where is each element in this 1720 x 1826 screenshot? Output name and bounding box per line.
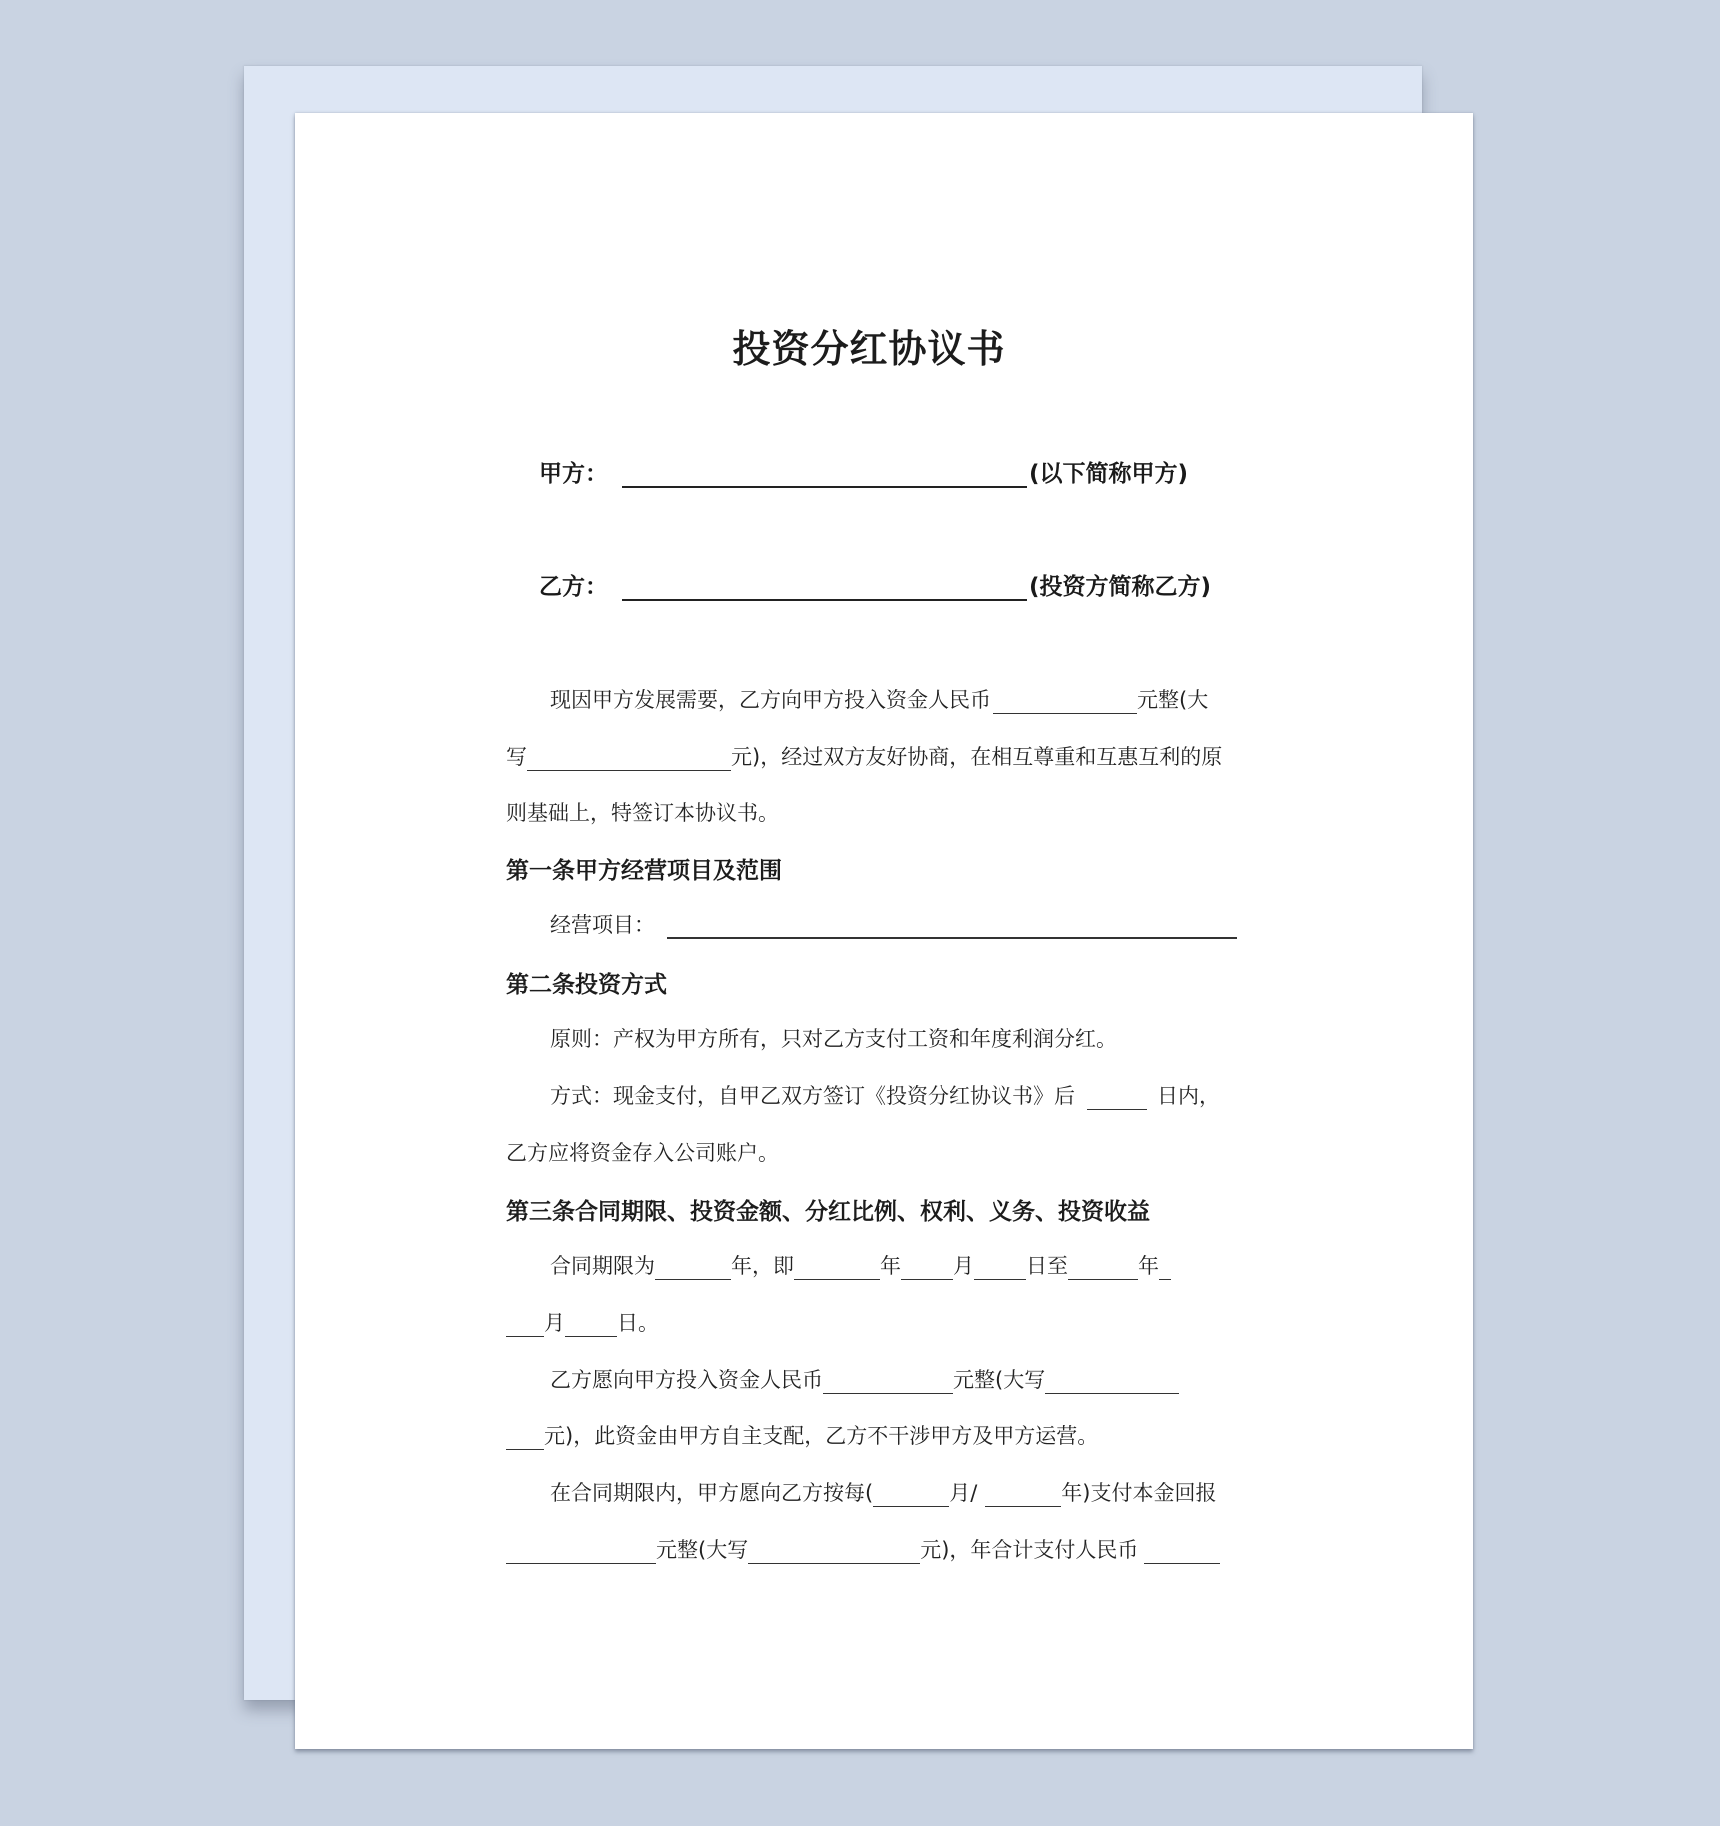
return-uppercase-blank[interactable] [748,1541,920,1564]
method-line-2: 乙方应将资金存入公司账户。 [506,1141,779,1165]
days-blank[interactable] [1087,1087,1147,1110]
end-day-blank[interactable] [565,1314,617,1337]
document-title: 投资分红协议书 [732,327,1006,371]
business-item-label: 经营项目： [550,913,655,937]
intro-text: 元)，经过双方友好协商，在相互尊重和互惠互利的原 [731,745,1223,769]
intro-text: 写 [506,745,527,769]
start-month-blank[interactable] [901,1257,953,1280]
article-1-heading: 第一条甲方经营项目及范围 [506,858,782,884]
investment-text: 元)，此资金由甲方自主支配，乙方不干涉甲方及甲方运营。 [544,1424,1099,1448]
annual-total-blank[interactable] [1144,1541,1220,1564]
term-text: 日至 [1026,1254,1068,1278]
return-text: 年)支付本金回报 [1061,1481,1217,1505]
intro-line-1 [550,684,1208,714]
return-month-blank[interactable] [873,1484,949,1507]
party-a-row [539,455,1188,488]
term-text: 年，即 [731,1254,794,1278]
term-years-blank[interactable] [655,1257,731,1280]
article-2-heading: 第二条投资方式 [506,972,667,998]
return-text: 元整(大写 [656,1538,749,1562]
end-year-blank[interactable] [1068,1257,1138,1280]
term-line-1 [550,1250,1171,1280]
return-text: 元)，年合计支付人民币 [920,1538,1139,1562]
method-text: 方式：现金支付，自甲乙双方签订《投资分红协议书》后 [550,1084,1075,1108]
term-text: 日。 [617,1311,659,1335]
party-b-suffix: (投资方简称乙方) [1029,574,1212,600]
term-text: 合同期限为 [550,1254,655,1278]
intro-text: 现因甲方发展需要，乙方向甲方投入资金人民币 [550,688,991,712]
intro-line-3: 则基础上，特签订本协议书。 [506,801,779,825]
investment-line-1 [550,1364,1179,1394]
term-text: 年 [1138,1254,1159,1278]
investment-amount-blank[interactable] [823,1371,953,1394]
term-text: 年 [880,1254,901,1278]
amount-blank[interactable] [993,691,1137,714]
end-month-blank-b[interactable] [506,1314,544,1337]
start-day-blank[interactable] [974,1257,1026,1280]
return-text: 在合同期限内，甲方愿向乙方按每( [550,1481,874,1505]
investment-line-2 [506,1420,1098,1450]
amount-uppercase-blank[interactable] [527,748,731,771]
party-b-label: 乙方： [539,574,608,600]
method-line-1 [550,1080,1220,1110]
party-a-blank[interactable] [622,460,1027,488]
return-line-2 [506,1534,1220,1564]
party-b-row [539,568,1211,601]
return-year-blank[interactable] [985,1484,1061,1507]
investment-uppercase-blank-a[interactable] [1045,1371,1179,1394]
investment-text: 元整(大写 [953,1368,1046,1392]
return-amount-blank[interactable] [506,1541,656,1564]
term-line-2 [506,1307,659,1337]
party-a-suffix: (以下简称甲方) [1029,461,1189,487]
term-text: 月 [544,1311,565,1335]
term-text: 月 [953,1254,974,1278]
party-b-blank[interactable] [622,573,1027,601]
article-3-heading: 第三条合同期限、投资金额、分红比例、权利、义务、投资收益 [506,1199,1150,1225]
principle-line: 原则：产权为甲方所有，只对乙方支付工资和年度利润分红。 [550,1027,1117,1051]
business-item-row [550,909,1237,939]
return-text: 月/ [949,1481,978,1505]
investment-uppercase-blank-b[interactable] [506,1427,544,1450]
return-line-1 [550,1477,1216,1507]
document-page [295,113,1473,1749]
investment-text: 乙方愿向甲方投入资金人民币 [550,1368,823,1392]
method-text: 日内， [1157,1084,1220,1108]
start-year-blank[interactable] [794,1257,880,1280]
end-month-blank-a[interactable] [1159,1257,1171,1280]
business-item-blank[interactable] [667,915,1237,939]
party-a-label: 甲方： [539,461,608,487]
intro-line-2 [506,741,1222,771]
intro-text: 元整(大 [1137,688,1209,712]
